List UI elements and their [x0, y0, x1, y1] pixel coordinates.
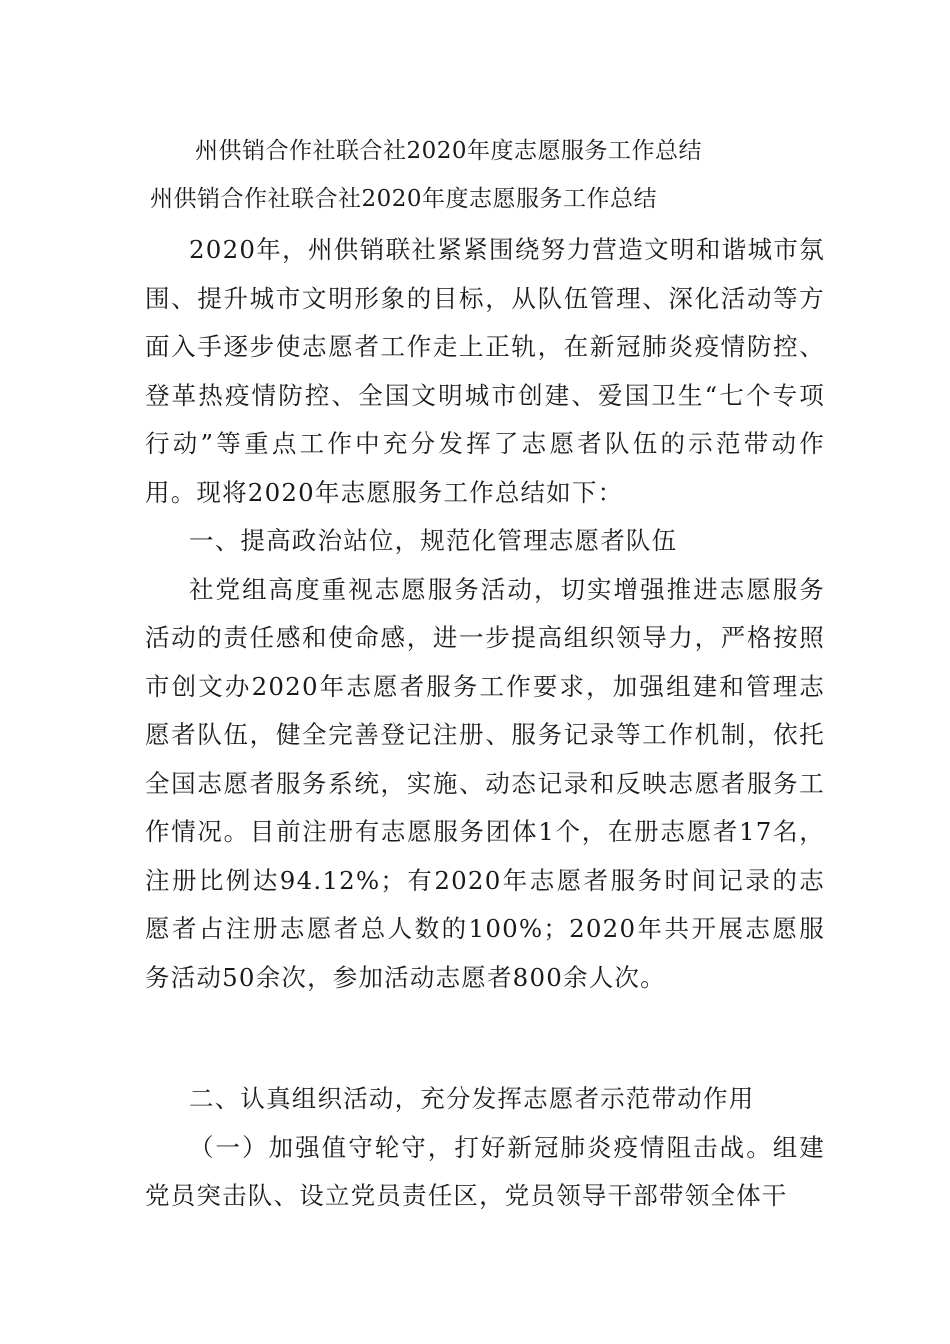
body-section-2 [145, 1075, 825, 1221]
document-subtitle: 州供销合作社联合社2020年度志愿服务工作总结 [150, 186, 658, 212]
intro-paragraph: 2020年，州供销联社紧紧围绕努力营造文明和谐城市氛围、提升城市文明形象的目标，从队伍管理、深化活动等方面入手逐步使志愿者工作走上正轨，在新冠肺炎疫情防控、登革热疫情防控、全国文明城市创建、爱国卫生“七个专项行动”等重点工作中充分发挥了志愿者队伍的示范带动作用。现将2020年志愿服务工作总结如下： [145, 235, 825, 507]
body-section-1 [145, 226, 825, 1002]
section-heading-2: 二、认真组织活动，充分发挥志愿者示范带动作用 [189, 1084, 755, 1113]
document-title: 州供销合作社联合社2020年度志愿服务工作总结 [195, 138, 703, 164]
subsection-1-paragraph: （一）加强值守轮守，打好新冠肺炎疫情阻击战。组建党员突击队、设立党员责任区，党员领导干部带领全体干 [145, 1132, 825, 1210]
section-heading-1: 一、提高政治站位，规范化管理志愿者队伍 [189, 526, 678, 555]
section-1-paragraph: 社党组高度重视志愿服务活动，切实增强推进志愿服务活动的责任感和使命感，进一步提高组织领导力，严格按照市创文办2020年志愿者服务工作要求，加强组建和管理志愿者队伍，健全完善登记注册、服务记录等工作机制，依托全国志愿者服务系统，实施、动态记录和反映志愿者服务工作情况。目前注册有志愿服务团体1个，在册志愿者17名，注册比例达94.12%；有2020年志愿者服务时间记录的志愿者占注册志愿者总人数的100%；2020年共开展志愿服务活动50余次，参加活动志愿者800余人次。 [145, 574, 825, 992]
